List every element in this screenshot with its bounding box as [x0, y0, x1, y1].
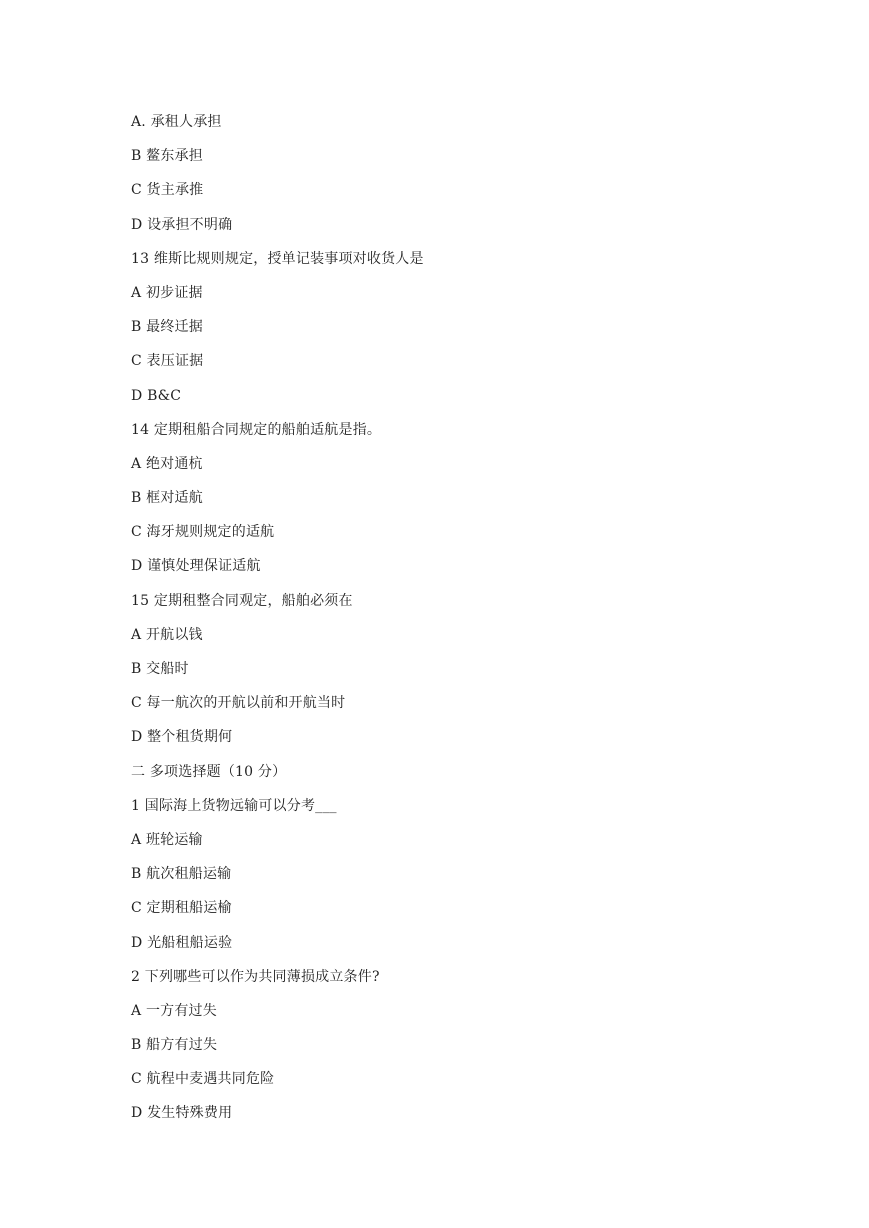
- question-line: 14 定期租船合同规定的船舶适航是指。: [131, 421, 382, 438]
- section-heading: 二 多项选择题（10 分）: [131, 763, 287, 780]
- question-line: 15 定期租整合同观定，船舶必须在: [131, 592, 353, 609]
- option-line: B 最终迁据: [131, 319, 203, 336]
- option-line: A 一方有过失: [131, 1002, 217, 1019]
- option-line: B 框对适航: [131, 490, 203, 507]
- option-line: C 航程中麦遇共同危险: [131, 1071, 275, 1088]
- option-line: A 初步证据: [131, 284, 203, 301]
- option-line: C 表压证据: [131, 353, 204, 370]
- option-line: D 谨慎处理保证适航: [131, 558, 261, 575]
- question-line: 2 下列哪些可以作为共同薄损成立条件?: [131, 968, 380, 985]
- option-line: A. 承租人承担: [131, 114, 222, 130]
- option-line: C 货主承推: [131, 182, 204, 199]
- option-line: C 每一航次的开航以前和开航当时: [131, 695, 346, 712]
- option-line: B 船方有过失: [131, 1037, 218, 1054]
- option-line: C 海牙规则规定的适航: [131, 524, 275, 541]
- question-line: 1 国际海上货物远输可以分考___: [131, 797, 337, 814]
- document-text: [131, 111, 424, 1137]
- option-line: B 航次租船运输: [131, 866, 232, 883]
- option-line: A 绝对通杭: [131, 455, 203, 472]
- option-line: C 定期租船运榆: [131, 900, 232, 917]
- option-line: D 设承担不明确: [131, 216, 233, 233]
- option-line: D 整个租货期何: [131, 729, 233, 746]
- option-line: D B&C: [131, 387, 182, 404]
- question-line: 13 维斯比规则规定，授单记装事项对收货人是: [131, 250, 424, 267]
- option-line: A 班轮运输: [131, 831, 203, 848]
- option-line: A 开航以钱: [131, 626, 203, 643]
- option-line: D 发生特殊费用: [131, 1105, 233, 1122]
- option-line: B 交船时: [131, 661, 189, 677]
- option-line: D 光船租船运验: [131, 934, 233, 951]
- option-line: B 鳌东承担: [131, 148, 203, 165]
